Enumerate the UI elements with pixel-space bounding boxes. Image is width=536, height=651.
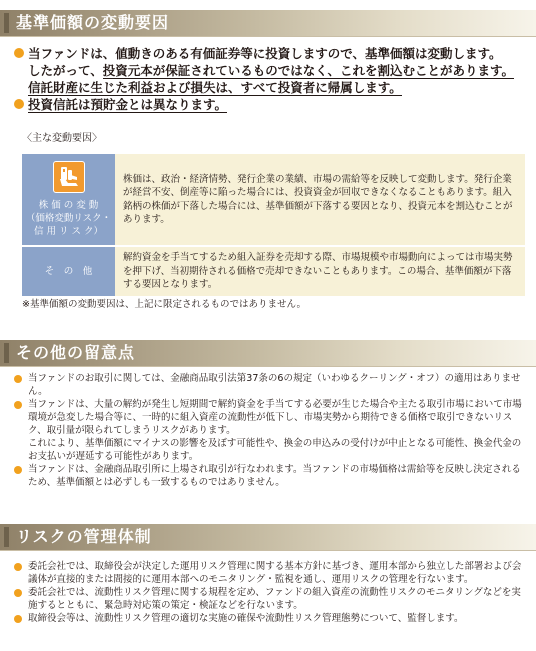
hand-holding-cash-icon: [53, 161, 85, 193]
label-line: そ の 他: [44, 265, 93, 277]
intro-line-1: 当ファンドは、値動きのある有価証券等に投資しますので、基準価額は変動します。: [28, 46, 502, 61]
section-title: その他の留意点: [16, 343, 136, 362]
header-tick: [4, 527, 9, 547]
intro-list: [14, 45, 524, 113]
intro-line-3: 信託財産に生じた利益および損失は、すべて投資者に帰属します。: [28, 80, 402, 95]
section-title: リスクの管理体制: [16, 527, 152, 546]
list-item: [14, 560, 524, 586]
bullet-icon: [14, 375, 22, 383]
table-row: [22, 246, 525, 297]
risk-management-list: [14, 560, 524, 625]
intro-item: [14, 96, 524, 113]
list-item: [14, 372, 524, 398]
table-note: ※基準価額の変動要因は、上記に限定されるものではありません。: [22, 299, 307, 310]
other-notes-list: [14, 372, 524, 489]
bullet-icon: [14, 99, 24, 109]
row-text-other: 解約資金を手当てするため組入証券を売却する際、市場規模や市場動向によっては市場実勢を押下げ、当初期待される価格で売却できないこともあります。この場合、基準価額が下落する要因となります。: [115, 246, 525, 297]
header-tick: [4, 13, 9, 33]
bullet-icon: [14, 48, 24, 58]
intro-line-2a: したがって、: [28, 63, 103, 78]
header-tick: [4, 343, 9, 363]
row-label-other: [22, 246, 115, 297]
table-caption: 〈主な変動要因〉: [22, 133, 102, 144]
label-line: （価格変動リスク・: [25, 213, 112, 224]
variation-factor-table: [22, 154, 525, 298]
section-header-other-notes: [0, 340, 536, 367]
list-item-text: これにより、基準価額にマイナスの影響を及ぼす可能性や、換金の申込みの受付けが中止となる可能性、換金代金のお支払いが遅延する可能性があります。: [28, 438, 522, 462]
bullet-icon: [14, 563, 22, 571]
section-header-risk-management: [0, 524, 536, 551]
list-item: [14, 398, 524, 463]
label-line: 株 価 の 変 動: [38, 200, 99, 211]
bullet-icon: [14, 589, 22, 597]
list-item: [14, 586, 524, 612]
row-label-stock: [22, 154, 115, 246]
intro-line-4: 投資信託は預貯金とは異なります。: [28, 97, 228, 112]
bullet-icon: [14, 615, 22, 623]
row-text-stock: 株価は、政治・経済情勢、発行企業の業績、市場の需給等を反映して変動します。発行企業が経営不安、倒産等に陥った場合には、投資資金が回収できなくなることもあります。組入銘柄の株価が下落した場合には、基準価額が下落する要因となり、投資元本を割込むことがあります。: [115, 154, 525, 246]
list-item-text: 取締役会等は、流動性リスク管理の適切な実施の確保や流動性リスク管理態勢について、監督します。: [28, 613, 464, 624]
intro-line-2b: 投資元本が保証されているものではなく、これを割込むことがあります。: [102, 63, 515, 78]
bullet-icon: [14, 401, 22, 409]
list-item-text: 当ファンドは、金融商品取引所に上場され取引が行なわれます。当ファンドの市場価格は需給等を反映し決定されるため、基準価額とは必ずしも一致するものではありません。: [28, 464, 521, 488]
label-line: 信 用 リ ス ク）: [33, 226, 104, 237]
list-item-text: 当ファンドは、大量の解約が発生し短期間で解約資金を手当てする必要が生じた場合や主たる取引市場において市場環境が急変した場合等に、一時的に組入資産の流動性が低下し、市場実勢から期待できる価格で取引できないリスク、取引量が限られてしまうリスクがあります。: [28, 399, 522, 436]
list-item-text: 当ファンドのお取引に関しては、金融商品取引法第37条の6の規定（いわゆるクーリング・オフ）の適用はありません。: [28, 373, 521, 397]
list-item-text: 委託会社では、取締役会が決定した運用リスク管理に関する基本方針に基づき、運用本部から独立した部署および会議体が直接的または間接的に運用本部へのモニタリング・監視を通し、運用リスクの管理を行ないます。: [28, 561, 522, 585]
section-title: 基準価額の変動要因: [16, 13, 170, 32]
table-row: [22, 154, 525, 246]
section-header-price-factors: [0, 10, 536, 37]
bullet-icon: [14, 466, 22, 474]
intro-item: [14, 45, 524, 96]
list-item-text: 委託会社では、流動性リスク管理に関する規程を定め、ファンドの組入資産の流動性リスクのモニタリングなどを実施するとともに、緊急時対応策の策定・検証などを行ないます。: [28, 587, 521, 611]
list-item: [14, 612, 524, 625]
list-item: [14, 463, 524, 489]
